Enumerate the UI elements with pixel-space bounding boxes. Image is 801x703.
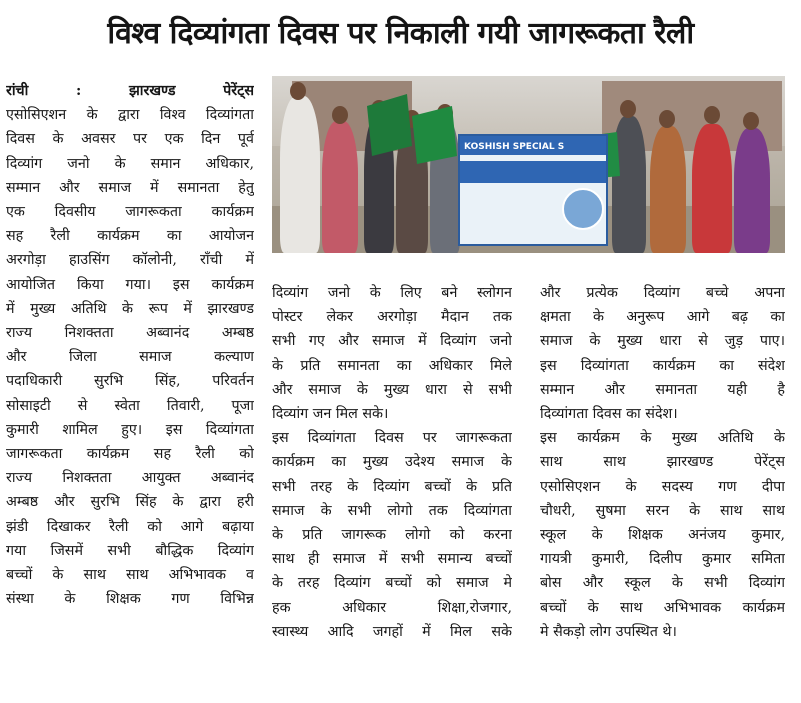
article-line: दिव्यांग जनो के समान अधिकार, — [6, 155, 254, 172]
article-line: सम्मान और समानता यही है — [540, 381, 785, 398]
article-line: गायत्री कुमारी, दिलीप कुमार समिता — [540, 551, 785, 568]
article-line: कुमारी शामिल हुए। इस दिव्यांगता — [6, 421, 254, 438]
banner-stripe — [460, 161, 606, 183]
article-line: इस कार्यक्रम के मुख्य अतिथि के — [540, 430, 785, 447]
article-line: सोसाइटी से स्वेता तिवारी, पूजा — [6, 397, 254, 414]
article-line: के प्रति समानता का अधिकार मिले — [272, 357, 512, 374]
article-line: बच्चों के साथ साथ अभिभावक व — [6, 567, 254, 584]
banner-title: KOSHISH SPECIAL S — [460, 136, 606, 155]
article-line: दिवस के अवसर पर एक दिन पूर्व — [6, 131, 254, 148]
article-line: सभी तरह के दिव्यांग बच्चों के प्रति — [272, 478, 512, 495]
article-line: कार्यक्रम का मुख्य उदेश्य समाज के — [272, 454, 512, 471]
article-line: अम्बष्ठ और सुरभि सिंह के द्वारा हरी — [6, 494, 254, 511]
article-line: मे सैकड़ो लोग उपस्थित थे। — [540, 623, 677, 640]
article-line: समाज के सभी लोगो तक दिव्यांगता — [272, 502, 512, 519]
green-flag — [367, 94, 412, 156]
article-line: पोस्टर लेकर अरगोड़ा मैदान तक — [272, 309, 512, 326]
article-line: एसोसिएशन के द्वारा विश्व दिव्यांगता — [6, 107, 254, 124]
article-line: सह रैली कार्यक्रम का आयोजन — [6, 228, 254, 245]
article-line: समाज के मुख्य धारा से जुड़ पाए। — [540, 333, 785, 350]
article-line: स्वास्थ्य आदि जगहों में मिल सके — [272, 623, 512, 640]
article-line: संस्था के शिक्षक गण विभिन्न — [6, 591, 254, 608]
article-line: बच्चों के साथ अभिभावक कार्यक्रम — [540, 599, 785, 616]
article-line: क्षमता के अनुरूप आगे बढ़ का — [540, 309, 785, 326]
article-line: सम्मान और समाज में समानता हेतु — [6, 179, 254, 196]
article-line: दिव्यांग जन मिल सके। — [272, 406, 389, 423]
article-line: राज्य निशक्तता आयुक्त अब्वानंद — [6, 470, 254, 487]
banner-emblem — [562, 188, 604, 230]
article-line: जागरूकता कार्यक्रम सह रैली को — [6, 446, 254, 463]
rally-photo — [272, 76, 785, 253]
article-line: स्कूल के शिक्षक अनंजय कुमार, — [540, 527, 785, 544]
article-line: इस दिव्यांगता कार्यक्रम का संदेश — [540, 357, 785, 374]
article-line: साथ साथ झारखण्ड पेरेंट्स — [540, 454, 785, 471]
article-line: बोस और स्कूल के सभी दिव्यांग — [540, 575, 785, 592]
article-line: अरगोड़ा हाउसिंग कॉलोनी, राँची में — [6, 252, 254, 269]
article-column-3 — [540, 281, 785, 644]
article-line: चौधरी, सुषमा सरन के साथ साथ — [540, 502, 785, 519]
article-column-1 — [6, 79, 254, 611]
article-line: रांची : झारखण्ड पेरेंट्स — [6, 83, 254, 99]
article-line: आयोजित किया गया। इस कार्यक्रम — [6, 276, 254, 293]
article-line: साथ ही समाज में सभी समान्य बच्चों — [272, 551, 512, 568]
article-line: और जिला समाज कल्याण — [6, 349, 254, 366]
article-line: हक अधिकार शिक्षा,रोजगार, — [272, 599, 512, 616]
headline: विश्व दिव्यांगता दिवस पर निकाली गयी जागरूकता रैली — [107, 16, 694, 51]
article-column-2 — [272, 281, 512, 644]
article-line: एक दिवसीय जागरूकता कार्यक्रम — [6, 204, 254, 221]
article-line: के तरह दिव्यांग बच्चों को समाज मे — [272, 575, 512, 592]
article-line: दिव्यांग जनो के लिए बने स्लोगन — [272, 285, 512, 301]
article-line: राज्य निशक्तता अब्वानंद अम्बष्ठ — [6, 325, 254, 342]
event-banner — [458, 134, 608, 246]
article-line: और प्रत्येक दिव्यांग बच्चे अपना — [540, 285, 785, 301]
article-line: सभी गए और समाज में दिव्यांग जनो — [272, 333, 512, 350]
green-flag — [412, 106, 457, 164]
article-line: और समाज के मुख्य धारा से सभी — [272, 381, 512, 398]
article-line: में मुख्य अतिथि के रूप में झारखण्ड — [6, 300, 254, 317]
article-line: पदाधिकारी सुरभि सिंह, परिवर्तन — [6, 373, 254, 390]
article-line: के प्रति जागरूक लोगो को करना — [272, 527, 512, 544]
article-line: गया जिसमें सभी बौद्धिक दिव्यांग — [6, 542, 254, 559]
article-line: एसोसिएशन के सदस्य गण दीपा — [540, 478, 785, 495]
article-line: दिव्यांगता दिवस का संदेश। — [540, 406, 678, 423]
article-line: इस दिव्यांगता दिवस पर जागरूकता — [272, 430, 512, 447]
article-line: झंडी दिखाकर रैली को आगे बढ़ाया — [6, 518, 254, 535]
